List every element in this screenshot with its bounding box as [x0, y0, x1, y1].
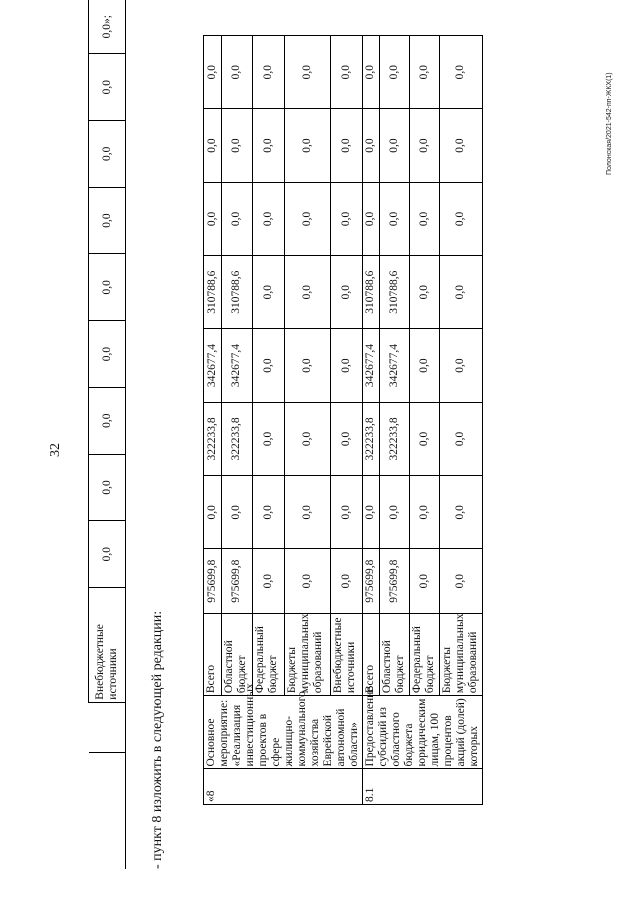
value-cell: 0,0	[285, 256, 331, 329]
table-row	[363, 36, 380, 805]
value-cell: 0,0	[221, 182, 253, 255]
blank-cell	[89, 702, 126, 752]
value-cell: 322233,8	[204, 402, 222, 475]
value-cell: 342677,4	[363, 329, 380, 402]
value-cell: 0,0	[439, 109, 482, 182]
value-cell: 0,0	[221, 36, 253, 109]
value-cell: 0,0	[253, 402, 285, 475]
value-cell: 0,0	[439, 256, 482, 329]
value-cell: 0,0	[409, 329, 439, 402]
funding-source: Федеральный бюджет	[253, 613, 285, 695]
instruction-text: - пункт 8 изложить в следующей редакции:	[150, 610, 165, 869]
value-cell: 0,0	[439, 329, 482, 402]
value-cell: 0,0	[89, 387, 126, 454]
value-cell: 0,0	[439, 549, 482, 613]
funding-source: Областной бюджет	[379, 613, 409, 695]
funding-source: Внебюджетные источники	[331, 613, 363, 695]
value-cell: 0,0	[253, 329, 285, 402]
value-cell: 0,0	[331, 549, 363, 613]
table-row	[331, 36, 363, 805]
value-cell: 0,0	[331, 182, 363, 255]
value-cell: 0,0	[331, 109, 363, 182]
value-cell: 0,0	[285, 549, 331, 613]
value-cell: 0,0	[253, 256, 285, 329]
value-cell: 0,0	[331, 476, 363, 549]
value-cell: 0,0	[379, 476, 409, 549]
value-cell: 0,0	[409, 476, 439, 549]
value-cell: 0,0	[89, 254, 126, 321]
value-cell: 0,0	[409, 182, 439, 255]
value-cell: 0,0	[253, 36, 285, 109]
value-cell: 0,0	[379, 36, 409, 109]
page-number: 32	[48, 443, 63, 457]
funding-source: Всего	[204, 613, 222, 695]
value-cell: 0,0	[331, 256, 363, 329]
value-cell: 0,0	[409, 256, 439, 329]
value-cell: 0,0	[285, 182, 331, 255]
value-cell: 0,0	[253, 182, 285, 255]
funding-source: Всего	[363, 613, 380, 695]
value-cell: 0,0	[285, 329, 331, 402]
table-row	[379, 36, 409, 805]
value-cell: 0,0	[331, 36, 363, 109]
value-cell: 0,0	[285, 476, 331, 549]
document-reference: Полонская/2021-542-пп-ЖКХ(1)	[606, 72, 613, 175]
funding-source: Бюджеты муниципальных образований	[285, 613, 331, 695]
value-cell: 0,0	[363, 109, 380, 182]
value-cell: 310788,6	[363, 256, 380, 329]
value-cell: 310788,6	[204, 256, 222, 329]
value-cell: 0,0	[439, 402, 482, 475]
value-cell: 0,0	[89, 321, 126, 388]
value-cell: 342677,4	[204, 329, 222, 402]
continuation-table	[88, 0, 126, 869]
value-cell: 310788,6	[379, 256, 409, 329]
value-cell: 0,0	[379, 182, 409, 255]
value-cell: 322233,8	[221, 402, 253, 475]
value-cell: 0,0	[439, 182, 482, 255]
table-row	[204, 36, 222, 805]
table-row	[439, 36, 482, 805]
value-cell: 0,0	[89, 54, 126, 121]
funding-source: Федеральный бюджет	[409, 613, 439, 695]
value-cell: 0,0	[439, 36, 482, 109]
funding-source-label: Внебюджетные источники	[89, 588, 126, 703]
value-cell: 0,0	[221, 476, 253, 549]
value-cell: 975699,8	[379, 549, 409, 613]
value-cell: 310788,6	[221, 256, 253, 329]
value-cell: 0,0	[89, 121, 126, 188]
value-cell: 342677,4	[379, 329, 409, 402]
item-number: 8.1	[363, 769, 483, 805]
value-cell: 0,0	[363, 476, 380, 549]
table-row	[409, 36, 439, 805]
value-cell: 0,0	[379, 109, 409, 182]
value-cell: 0,0»;	[89, 0, 126, 54]
value-cell: 0,0	[285, 36, 331, 109]
value-cell: 0,0	[331, 402, 363, 475]
value-cell: 0,0	[285, 402, 331, 475]
value-cell: 322233,8	[379, 402, 409, 475]
value-cell: 0,0	[331, 329, 363, 402]
measures-table	[203, 35, 483, 805]
blank-cell	[89, 752, 126, 869]
value-cell: 0,0	[409, 402, 439, 475]
funding-source: Областной бюджет	[221, 613, 253, 695]
value-cell: 322233,8	[363, 402, 380, 475]
funding-source: Бюджеты муниципальных образований	[439, 613, 482, 695]
value-cell: 0,0	[363, 36, 380, 109]
value-cell: 0,0	[204, 182, 222, 255]
value-cell: 975699,8	[221, 549, 253, 613]
value-cell: 0,0	[89, 454, 126, 521]
value-cell: 0,0	[253, 109, 285, 182]
value-cell: 0,0	[253, 549, 285, 613]
value-cell: 0,0	[253, 476, 285, 549]
value-cell: 0,0	[204, 36, 222, 109]
value-cell: 0,0	[285, 109, 331, 182]
table-row	[253, 36, 285, 805]
value-cell: 0,0	[221, 109, 253, 182]
measure-name: Основное мероприятие: «Реализация инвестиционных проектов в сфере жилищно-коммунального хозяйства Еврейской автономной области»	[204, 696, 363, 769]
value-cell: 0,0	[89, 187, 126, 254]
value-cell: 0,0	[89, 521, 126, 588]
value-cell: 342677,4	[221, 329, 253, 402]
value-cell: 0,0	[439, 476, 482, 549]
value-cell: 0,0	[204, 109, 222, 182]
value-cell: 975699,8	[204, 549, 222, 613]
value-cell: 975699,8	[363, 549, 380, 613]
value-cell: 0,0	[409, 549, 439, 613]
value-cell: 0,0	[409, 109, 439, 182]
item-number: «8	[204, 769, 363, 805]
value-cell: 0,0	[409, 36, 439, 109]
value-cell: 0,0	[204, 476, 222, 549]
value-cell: 0,0	[363, 182, 380, 255]
measure-name: Предоставление субсидий из областного бюджета юридическим лицам, 100 процентов акций (долей) которых	[363, 696, 483, 769]
continuation-row	[89, 0, 126, 869]
table-row	[285, 36, 331, 805]
table-row	[221, 36, 253, 805]
